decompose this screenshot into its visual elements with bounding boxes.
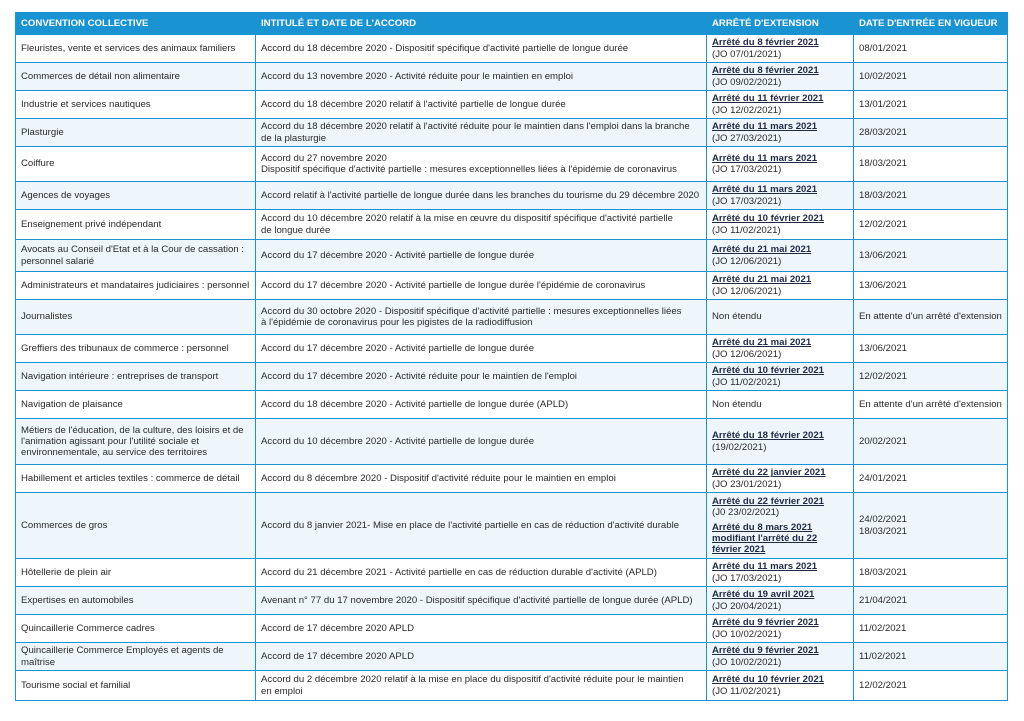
convention-name: Expertises en automobiles — [21, 594, 134, 606]
cell-date — [854, 119, 1008, 147]
cell-accord — [256, 587, 707, 615]
cell-date — [854, 182, 1008, 210]
convention-table — [15, 12, 1008, 701]
accord-text: Accord du 13 novembre 2020 - Activité réduite pour le maintien en emploi — [261, 70, 573, 82]
arrete-link[interactable]: Arrêté du 11 mars 2021 — [712, 561, 818, 573]
table-row — [16, 391, 1008, 419]
cell-date — [854, 465, 1008, 493]
cell-date — [854, 91, 1008, 119]
accord-text: de longue durée — [261, 224, 331, 236]
cell-accord — [256, 147, 707, 182]
convention-name: Quincaillerie Commerce cadres — [21, 622, 155, 634]
cell-convention — [16, 240, 256, 272]
entry-date: 11/02/2021 — [859, 650, 907, 662]
cell-arrete — [707, 559, 854, 587]
cell-convention — [16, 63, 256, 91]
arrete-jo-date: (JO 11/02/2021) — [712, 376, 781, 388]
table-row — [16, 272, 1008, 300]
arrete-link[interactable]: Arrêté du 9 février 2021 — [712, 617, 819, 629]
cell-date — [854, 63, 1008, 91]
convention-name: Hôtellerie de plein air — [21, 566, 112, 578]
cell-accord — [256, 91, 707, 119]
convention-name: Navigation de plaisance — [21, 398, 123, 410]
arrete-jo-date: (JO 11/02/2021) — [712, 224, 781, 236]
cell-convention — [16, 119, 256, 147]
cell-accord — [256, 63, 707, 91]
cell-arrete — [707, 465, 854, 493]
entry-date: 12/02/2021 — [859, 370, 908, 382]
cell-accord — [256, 419, 707, 465]
cell-date — [854, 335, 1008, 363]
cell-date — [854, 671, 1008, 701]
cell-arrete — [707, 419, 854, 465]
cell-arrete — [707, 300, 854, 335]
entry-date: 13/01/2021 — [859, 98, 908, 110]
cell-accord — [256, 240, 707, 272]
convention-name: Administrateurs et mandataires judiciaires : personnel — [21, 279, 250, 291]
cell-convention — [16, 587, 256, 615]
table-row — [16, 671, 1008, 701]
entry-date: 13/06/2021 — [859, 342, 908, 354]
entry-date: 20/02/2021 — [859, 435, 908, 447]
cell-arrete — [707, 643, 854, 671]
cell-convention — [16, 35, 256, 63]
accord-text: Accord de 17 décembre 2020 APLD — [261, 622, 415, 634]
arrete-link[interactable]: Arrêté du 22 février 2021 — [712, 495, 824, 507]
accord-text: Accord du 17 décembre 2020 - Activité partielle de longue durée — [261, 342, 535, 354]
accord-text: en emploi — [261, 685, 303, 697]
cell-arrete — [707, 391, 854, 419]
arrete-modifiant-link[interactable]: Arrêté du 8 mars 2021 modifiant l'arrêté du 22 février 2021 — [712, 521, 818, 556]
arrete-jo-date: (JO 12/06/2021) — [712, 348, 782, 360]
accord-text: Accord du 8 janvier 2021- Mise en place de l'activité partielle en cas de réduction d'activité durable — [261, 519, 680, 531]
arrete-jo-date: (JO 10/02/2021) — [712, 628, 782, 640]
cell-date — [854, 587, 1008, 615]
cell-convention — [16, 363, 256, 391]
cell-convention — [16, 419, 256, 465]
cell-accord — [256, 35, 707, 63]
cell-date — [854, 493, 1008, 559]
cell-convention — [16, 182, 256, 210]
accord-text: Accord du 17 décembre 2020 - Activité réduite pour le maintien de l'emploi — [261, 370, 577, 382]
cell-date — [854, 210, 1008, 240]
arrete-link[interactable]: Arrêté du 8 février 2021 — [712, 37, 819, 49]
cell-date — [854, 35, 1008, 63]
cell-arrete — [707, 671, 854, 701]
cell-arrete — [707, 210, 854, 240]
table-row — [16, 182, 1008, 210]
convention-name: Quincaillerie Commerce Employés et agents de maîtrise — [21, 645, 224, 668]
cell-convention — [16, 391, 256, 419]
cell-arrete — [707, 363, 854, 391]
cell-accord — [256, 465, 707, 493]
table-body — [16, 35, 1008, 701]
table-row — [16, 419, 1008, 465]
accord-text: Accord du 18 décembre 2020 - Activité partielle de longue durée (APLD) — [261, 398, 569, 410]
table-row — [16, 35, 1008, 63]
entry-date: 13/06/2021 — [859, 279, 908, 291]
cell-accord — [256, 643, 707, 671]
convention-name: Avocats au Conseil d'Etat et à la Cour de cassation : personnel salarié — [21, 244, 244, 267]
convention-table-wrapper — [15, 12, 1007, 701]
cell-convention — [16, 210, 256, 240]
cell-convention — [16, 147, 256, 182]
arrete-jo-date: (JO 17/03/2021) — [712, 572, 782, 584]
entry-date: En attente d'un arrêté d'extension — [859, 311, 1002, 323]
table-row — [16, 615, 1008, 643]
convention-name: Tourisme social et familial — [21, 679, 131, 691]
convention-name: Agences de voyages — [21, 189, 111, 201]
accord-text: Accord du 17 décembre 2020 - Activité partielle de longue durée l'épidémie de coronavirus — [261, 279, 646, 291]
convention-name: Métiers de l'éducation, de la culture, des loisirs et de l'animation agissant pour l'utilité sociale et environnementale, au service des territoires — [21, 424, 244, 459]
cell-accord — [256, 300, 707, 335]
cell-date — [854, 240, 1008, 272]
header-accord: INTITULÉ ET DATE DE L'ACCORD — [256, 13, 707, 35]
cell-arrete — [707, 91, 854, 119]
cell-arrete — [707, 182, 854, 210]
table-row — [16, 240, 1008, 272]
entry-date: 18/03/2021 — [859, 189, 908, 201]
cell-arrete — [707, 615, 854, 643]
cell-convention — [16, 643, 256, 671]
arrete-jo-date: (JO 09/02/2021) — [712, 76, 782, 88]
cell-accord — [256, 182, 707, 210]
arrete-link[interactable]: Arrêté du 21 mai 2021 — [712, 274, 812, 286]
entry-date: 12/02/2021 — [859, 218, 908, 230]
arrete-link[interactable]: Arrêté du 22 janvier 2021 — [712, 467, 826, 479]
arrete-link[interactable]: Arrêté du 11 mars 2021 — [712, 121, 818, 133]
cell-date — [854, 559, 1008, 587]
entry-date: 21/04/2021 — [859, 594, 908, 606]
convention-name: Coiffure — [21, 158, 55, 170]
cell-convention — [16, 300, 256, 335]
cell-date — [854, 419, 1008, 465]
entry-date: 12/02/2021 — [859, 679, 908, 691]
arrete-link[interactable]: Arrêté du 21 mai 2021 — [712, 337, 812, 349]
table-row — [16, 559, 1008, 587]
cell-date — [854, 300, 1008, 335]
accord-text: Accord du 18 décembre 2020 relatif à l'activité réduite pour le maintien dans l'emploi dans la branche de la plasturgie — [261, 121, 690, 144]
header-convention: CONVENTION COLLECTIVE — [16, 13, 256, 35]
convention-name: Navigation intérieure : entreprises de transport — [21, 370, 219, 382]
convention-name: Greffiers des tribunaux de commerce : personnel — [21, 342, 229, 354]
arrete-link[interactable]: Arrêté du 8 février 2021 — [712, 65, 819, 77]
table-row — [16, 300, 1008, 335]
cell-arrete — [707, 587, 854, 615]
table-row — [16, 493, 1008, 559]
entry-date: 24/02/2021 — [859, 514, 908, 526]
accord-text: Accord du 8 décembre 2020 - Dispositif d'activité réduite pour le maintien en emploi — [261, 472, 616, 484]
arrete-link[interactable]: Arrêté du 11 février 2021 — [712, 93, 824, 105]
cell-date — [854, 363, 1008, 391]
cell-convention — [16, 493, 256, 559]
table-row — [16, 119, 1008, 147]
arrete-jo-date: (JO 12/02/2021) — [712, 104, 782, 116]
arrete-link[interactable]: Arrêté du 10 février 2021 — [712, 365, 824, 377]
cell-accord — [256, 391, 707, 419]
cell-date — [854, 615, 1008, 643]
table-row — [16, 63, 1008, 91]
convention-name: Industrie et services nautiques — [21, 98, 151, 110]
table-row — [16, 210, 1008, 240]
entry-date: 10/02/2021 — [859, 70, 908, 82]
accord-text: Accord du 17 décembre 2020 - Activité partielle de longue durée — [261, 249, 535, 261]
convention-name: Commerces de gros — [21, 519, 108, 531]
cell-arrete — [707, 119, 854, 147]
accord-text: Accord du 30 octobre 2020 - Dispositif spécifique d'activité partielle : mesures exceptionnelles liées — [261, 305, 682, 317]
cell-convention — [16, 559, 256, 587]
table-row — [16, 147, 1008, 182]
cell-convention — [16, 671, 256, 701]
arrete-jo-date: (JO 12/06/2021) — [712, 255, 782, 267]
cell-accord — [256, 671, 707, 701]
arrete-link[interactable]: Arrêté du 19 avril 2021 — [712, 589, 815, 601]
header-date: DATE D'ENTRÉE EN VIGUEUR — [854, 13, 1008, 35]
accord-text: Accord du 10 décembre 2020 - Activité partielle de longue durée — [261, 435, 535, 447]
cell-convention — [16, 335, 256, 363]
convention-name: Enseignement privé indépendant — [21, 218, 162, 230]
cell-date — [854, 643, 1008, 671]
arrete-jo-date: (JO 07/01/2021) — [712, 48, 782, 60]
entry-date: 13/06/2021 — [859, 249, 908, 261]
cell-convention — [16, 465, 256, 493]
entry-date: 28/03/2021 — [859, 126, 908, 138]
cell-convention — [16, 91, 256, 119]
convention-name: Plasturgie — [21, 126, 64, 138]
accord-text: Dispositif spécifique d'activité partielle : mesures exceptionnelles liées à l'épidémie de coronavirus — [261, 164, 677, 175]
arrete-link[interactable]: Arrêté du 11 mars 2021 — [712, 152, 818, 164]
cell-accord — [256, 559, 707, 587]
accord-text: Accord du 18 décembre 2020 relatif à l'activité partielle de longue durée — [261, 98, 566, 110]
cell-arrete — [707, 493, 854, 559]
arrete-jo-date: (JO 12/06/2021) — [712, 285, 782, 297]
cell-date — [854, 272, 1008, 300]
arrete-link[interactable]: Arrêté du 10 février 2021 — [712, 674, 824, 686]
accord-text: Accord relatif à l'activité partielle de longue durée dans les branches du tourisme du 29 décembre 2020 — [261, 189, 700, 201]
entry-date: 24/01/2021 — [859, 472, 908, 484]
table-row — [16, 91, 1008, 119]
cell-arrete — [707, 147, 854, 182]
header-arrete: ARRÊTÉ D'EXTENSION — [707, 13, 854, 35]
accord-text: Accord du 18 décembre 2020 - Dispositif spécifique d'activité partielle de longue durée — [261, 42, 629, 54]
table-row — [16, 363, 1008, 391]
cell-accord — [256, 272, 707, 300]
cell-arrete — [707, 63, 854, 91]
entry-date: 11/02/2021 — [859, 622, 907, 634]
accord-text: Accord du 21 décembre 2021 - Activité partielle en cas de réduction durable d'activité (APLD) — [261, 566, 657, 578]
cell-accord — [256, 210, 707, 240]
convention-name: Journalistes — [21, 311, 73, 323]
entry-date: 18/03/2021 — [859, 566, 908, 578]
cell-convention — [16, 272, 256, 300]
accord-text: à l'épidémie de coronavirus pour les pigistes de la radiodiffusion — [261, 317, 533, 328]
arrete-link[interactable]: Arrêté du 21 mai 2021 — [712, 244, 812, 256]
accord-text: Accord du 27 novembre 2020 — [261, 152, 387, 164]
table-row — [16, 335, 1008, 363]
convention-name: Fleuristes, vente et services des animaux familiers — [21, 42, 236, 54]
table-row — [16, 643, 1008, 671]
arrete-link[interactable]: Arrêté du 10 février 2021 — [712, 213, 824, 225]
arrete-status: Non étendu — [712, 398, 762, 410]
cell-accord — [256, 615, 707, 643]
accord-text: Accord du 2 décembre 2020 relatif à la mise en place du dispositif d'activité réduite pour le maintien — [261, 674, 684, 686]
cell-arrete — [707, 35, 854, 63]
arrete-jo-date: (JO 11/02/2021) — [712, 685, 781, 697]
arrete-jo-date: (JO 10/02/2021) — [712, 656, 782, 668]
arrete-link[interactable]: Arrêté du 9 février 2021 — [712, 645, 819, 657]
cell-date — [854, 147, 1008, 182]
arrete-jo-date: (JO 17/03/2021) — [712, 164, 782, 175]
cell-date — [854, 391, 1008, 419]
cell-accord — [256, 493, 707, 559]
entry-date: 18/03/2021 — [859, 525, 908, 537]
arrete-link[interactable]: Arrêté du 11 mars 2021 — [712, 184, 818, 196]
arrete-jo-date: (JO 27/03/2021) — [712, 132, 782, 144]
accord-text: Avenant n° 77 du 17 novembre 2020 - Dispositif spécifique d'activité partielle de longue durée (APLD) — [261, 594, 693, 606]
table-header-row — [16, 13, 1008, 35]
accord-text: Accord de 17 décembre 2020 APLD — [261, 650, 415, 662]
entry-date: 08/01/2021 — [859, 42, 908, 54]
arrete-jo-date: (JO 20/04/2021) — [712, 600, 782, 612]
accord-text: Accord du 10 décembre 2020 relatif à la mise en œuvre du dispositif spécifique d'activité partielle — [261, 213, 673, 225]
entry-date: 18/03/2021 — [859, 158, 908, 170]
table-row — [16, 465, 1008, 493]
cell-accord — [256, 363, 707, 391]
arrete-link[interactable]: Arrêté du 18 février 2021 — [712, 430, 824, 442]
cell-arrete — [707, 335, 854, 363]
table-row — [16, 587, 1008, 615]
cell-arrete — [707, 272, 854, 300]
cell-accord — [256, 119, 707, 147]
cell-accord — [256, 335, 707, 363]
entry-date: En attente d'un arrêté d'extension — [859, 398, 1002, 410]
convention-name: Commerces de détail non alimentaire — [21, 70, 180, 82]
cell-convention — [16, 615, 256, 643]
arrete-status: Non étendu — [712, 311, 762, 323]
arrete-jo-date: (JO 17/03/2021) — [712, 195, 782, 207]
arrete-jo-date: (J0 23/02/2021) — [712, 506, 780, 518]
cell-arrete — [707, 240, 854, 272]
arrete-jo-date: (JO 23/01/2021) — [712, 478, 782, 490]
convention-name: Habillement et articles textiles : commerce de détail — [21, 472, 240, 484]
arrete-jo-date: (19/02/2021) — [712, 441, 767, 453]
